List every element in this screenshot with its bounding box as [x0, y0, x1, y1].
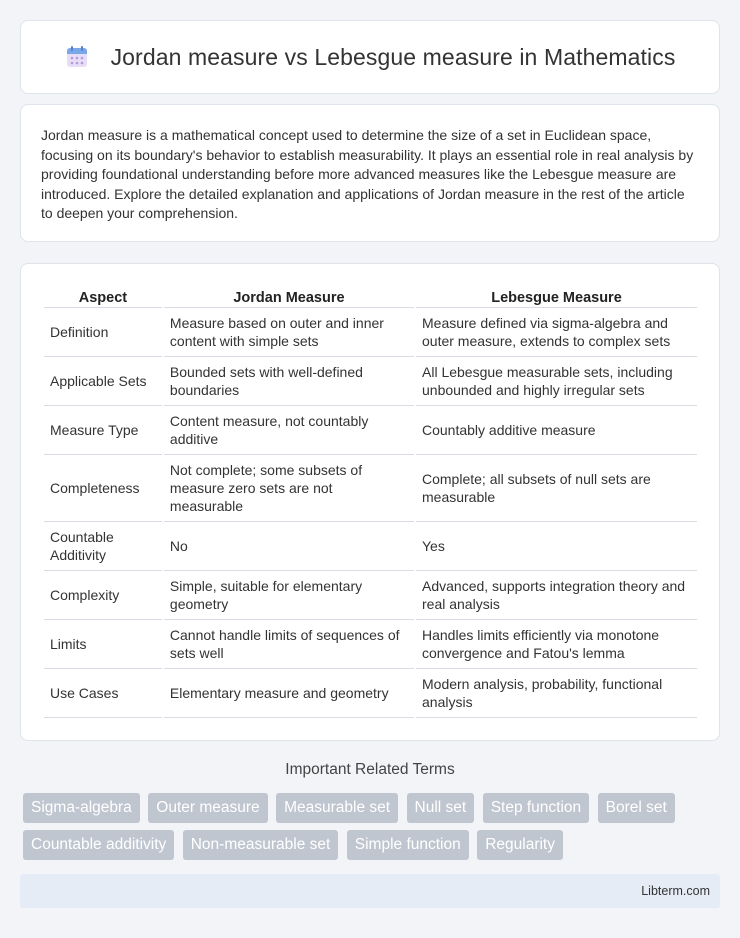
table-cell-jordan: Cannot handle limits of sequences of sets well [164, 620, 414, 669]
table-header-cell: Aspect [44, 284, 162, 308]
calendar-icon [65, 45, 89, 69]
related-term-tag[interactable]: Sigma-algebra [23, 793, 140, 823]
table-row [44, 455, 697, 522]
table-header-row [44, 284, 697, 308]
comparison-table [42, 284, 699, 718]
comparison-table-card [20, 263, 720, 741]
related-term-tag[interactable]: Regularity [477, 830, 563, 860]
table-cell-jordan: No [164, 522, 414, 571]
table-cell-aspect: Completeness [44, 455, 162, 522]
table-cell-aspect: Use Cases [44, 669, 162, 718]
table-cell-lebesgue: Countably additive measure [416, 406, 697, 455]
page-title: Jordan measure vs Lebesgue measure in Mathematics [110, 43, 676, 70]
table-cell-aspect: Applicable Sets [44, 357, 162, 406]
footer [20, 874, 720, 908]
table-header-cell: Lebesgue Measure [416, 284, 697, 308]
intro-text: Jordan measure is a mathematical concept used to determine the size of a set in Euclidean space, focusing on its boundary's behavior to establish measurability. It plays an essential role in real analysis by providing foundational understanding before more advanced measures like the Lebesgue measure are introduced. Explore the detailed explanation and applications of Jordan measure in the rest of the article to deepen your comprehension. [41, 127, 694, 221]
title-card [20, 20, 720, 94]
related-term-tag[interactable]: Simple function [347, 830, 469, 860]
footer-brand-link[interactable]: Libterm.com [641, 884, 710, 898]
table-row [44, 620, 697, 669]
table-cell-jordan: Simple, suitable for elementary geometry [164, 571, 414, 620]
intro-card [20, 104, 720, 242]
table-cell-lebesgue: Advanced, supports integration theory and real analysis [416, 571, 697, 620]
table-cell-jordan: Bounded sets with well-defined boundaries [164, 357, 414, 406]
table-cell-jordan: Not complete; some subsets of measure zero sets are not measurable [164, 455, 414, 522]
related-term-tag[interactable]: Outer measure [148, 793, 267, 823]
related-term-tag[interactable]: Step function [483, 793, 589, 823]
related-terms-title: Important Related Terms [285, 761, 455, 778]
table-cell-lebesgue: Modern analysis, probability, functional analysis [416, 669, 697, 718]
related-term-tag[interactable]: Measurable set [276, 793, 398, 823]
table-row [44, 571, 697, 620]
table-cell-jordan: Elementary measure and geometry [164, 669, 414, 718]
table-row [44, 308, 697, 357]
related-term-tag[interactable]: Countable additivity [23, 830, 174, 860]
related-term-tag[interactable]: Null set [407, 793, 475, 823]
table-cell-lebesgue: Handles limits efficiently via monotone convergence and Fatou's lemma [416, 620, 697, 669]
table-cell-aspect: Complexity [44, 571, 162, 620]
table-cell-aspect: Countable Additivity [44, 522, 162, 571]
table-cell-aspect: Measure Type [44, 406, 162, 455]
table-cell-aspect: Definition [44, 308, 162, 357]
table-header-cell: Jordan Measure [164, 284, 414, 308]
table-row [44, 522, 697, 571]
table-cell-lebesgue: All Lebesgue measurable sets, including unbounded and highly irregular sets [416, 357, 697, 406]
related-term-tag[interactable]: Non-measurable set [183, 830, 339, 860]
table-cell-lebesgue: Measure defined via sigma-algebra and outer measure, extends to complex sets [416, 308, 697, 357]
table-cell-lebesgue: Complete; all subsets of null sets are measurable [416, 455, 697, 522]
table-cell-aspect: Limits [44, 620, 162, 669]
related-term-tag[interactable]: Borel set [598, 793, 675, 823]
table-row [44, 357, 697, 406]
table-row [44, 406, 697, 455]
table-cell-lebesgue: Yes [416, 522, 697, 571]
table-cell-jordan: Content measure, not countably additive [164, 406, 414, 455]
table-cell-jordan: Measure based on outer and inner content with simple sets [164, 308, 414, 357]
table-row [44, 669, 697, 718]
related-terms-list [23, 793, 723, 867]
